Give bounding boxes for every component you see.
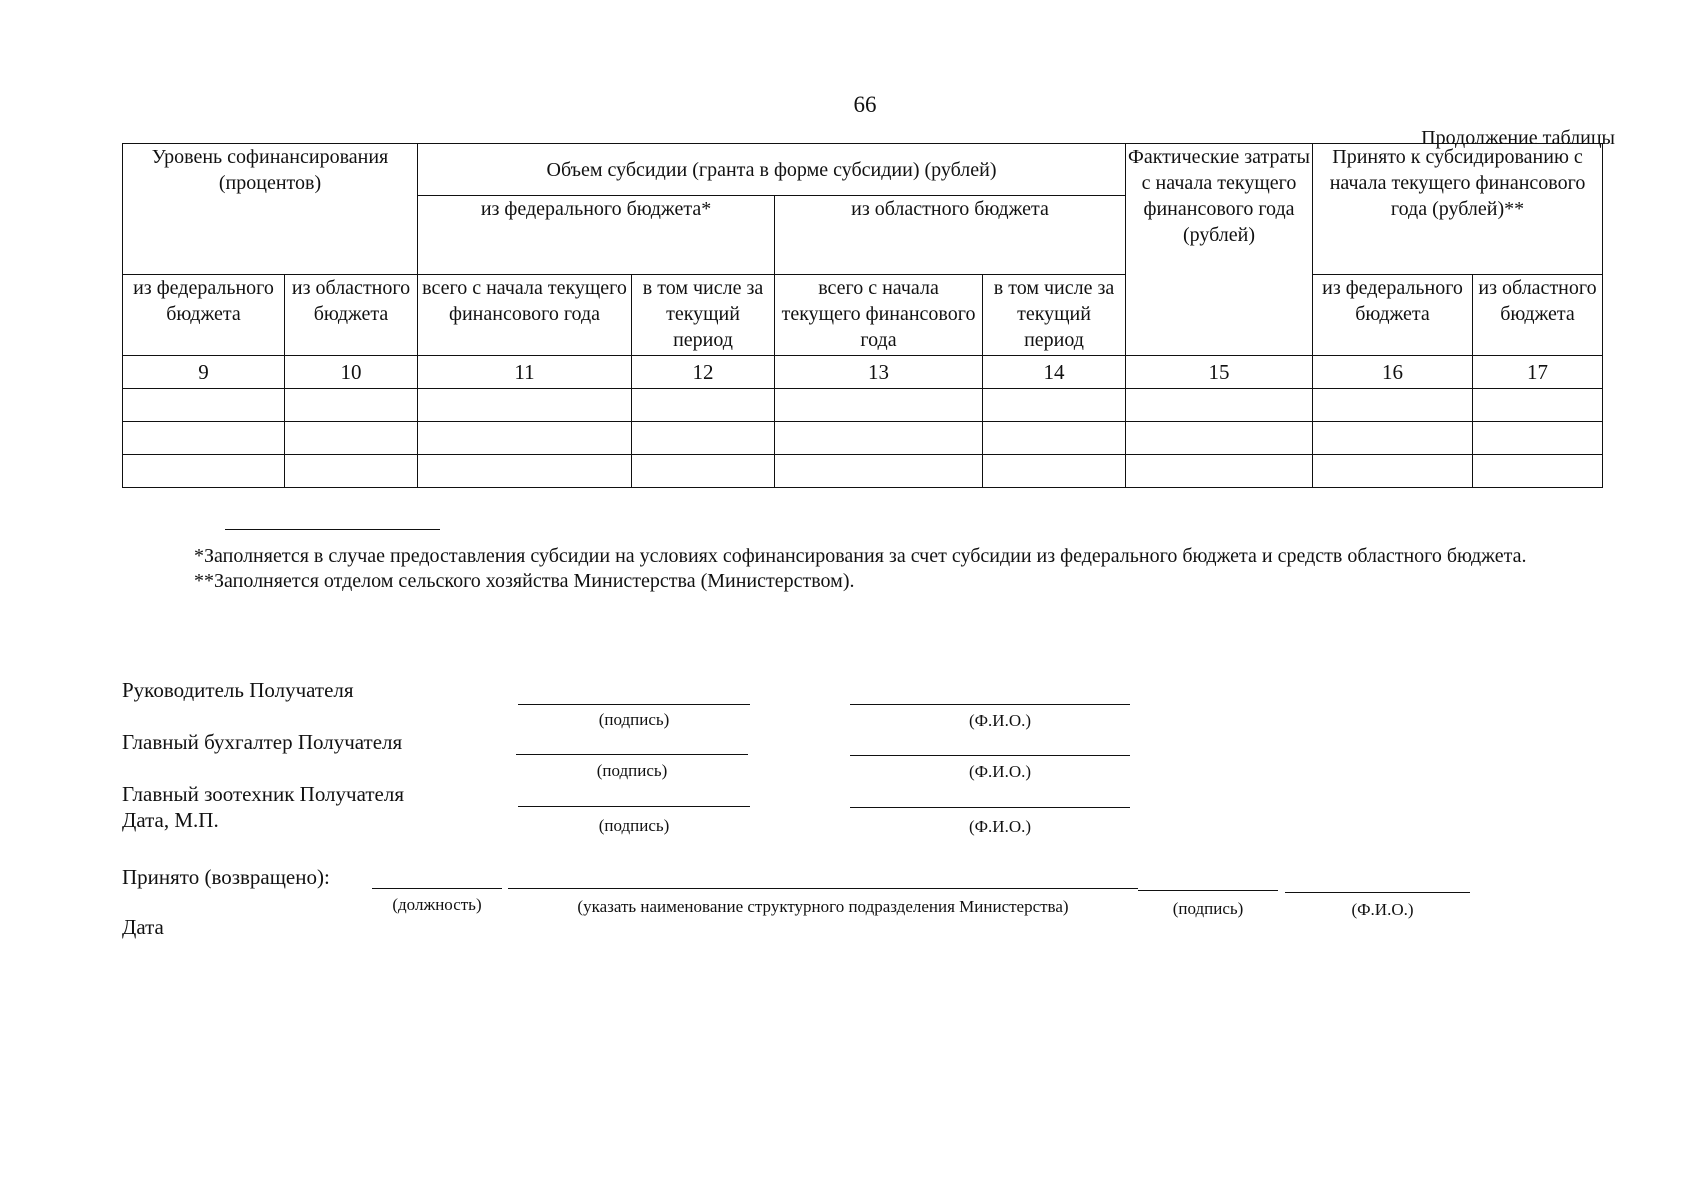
- subsidy-table: [122, 143, 1603, 488]
- table-cell[interactable]: [1473, 422, 1603, 455]
- column-number-row: [123, 356, 1603, 389]
- column-number: 15: [1126, 356, 1313, 389]
- column-number: 14: [983, 356, 1126, 389]
- table-cell[interactable]: [983, 422, 1126, 455]
- column-number: 13: [775, 356, 983, 389]
- table-cell[interactable]: [1473, 389, 1603, 422]
- table-cell[interactable]: [123, 422, 285, 455]
- table-cell[interactable]: [418, 389, 632, 422]
- table-cell[interactable]: [983, 455, 1126, 488]
- acceptance-name-caption: (Ф.И.О.): [1351, 900, 1414, 919]
- header-accepted-regional: из областного бюджета: [1473, 275, 1603, 356]
- header-federal-period: в том числе за текущий период: [632, 275, 775, 356]
- header-accepted-federal: из федерального бюджета: [1313, 275, 1473, 356]
- table-cell[interactable]: [1313, 455, 1473, 488]
- header-regional-total: всего с начала текущего финансового года: [775, 275, 983, 356]
- acceptance-label: Принято (возвращено):: [122, 865, 330, 889]
- position-caption: (должность): [392, 895, 482, 914]
- column-number: 9: [123, 356, 285, 389]
- table-cell[interactable]: [285, 389, 418, 422]
- table-row: [123, 422, 1603, 455]
- name-caption: (Ф.И.О.): [968, 711, 1032, 730]
- zootechnician-name-line[interactable]: [850, 807, 1130, 808]
- table-cell[interactable]: [285, 455, 418, 488]
- name-caption: (Ф.И.О.): [968, 817, 1032, 836]
- date-label: Дата: [122, 915, 164, 939]
- table-cell[interactable]: [632, 455, 775, 488]
- column-number: 12: [632, 356, 775, 389]
- table-continuation-label: Продолжение таблицы: [1421, 127, 1615, 149]
- table-cell[interactable]: [983, 389, 1126, 422]
- table-cell[interactable]: [1126, 455, 1313, 488]
- footnote-separator: [225, 529, 440, 530]
- table-cell[interactable]: [1313, 422, 1473, 455]
- table-row: [123, 455, 1603, 488]
- date-seal-label: Дата, М.П.: [122, 808, 219, 832]
- table-cell[interactable]: [1126, 389, 1313, 422]
- header-accepted: Принято к субсидированию с начала текущего финансового года (рублей)**: [1313, 144, 1603, 275]
- page-number: 66: [853, 92, 877, 117]
- table-row: [123, 389, 1603, 422]
- column-number: 11: [418, 356, 632, 389]
- acceptance-name-line[interactable]: [1285, 892, 1470, 893]
- position-line[interactable]: [372, 888, 502, 889]
- footnotes: [122, 544, 1612, 594]
- table-cell[interactable]: [632, 422, 775, 455]
- acceptance-signature-caption: (подпись): [1172, 899, 1244, 918]
- table-cell[interactable]: [1126, 422, 1313, 455]
- department-line[interactable]: [508, 888, 1138, 889]
- footnote-ministry: **Заполняется отделом сельского хозяйства Министерства (Министерством).: [194, 570, 855, 592]
- signature-caption: (подпись): [598, 816, 670, 835]
- zootechnician-signature-line[interactable]: [518, 806, 750, 807]
- header-cofinancing-regional: из областного бюджета: [285, 275, 418, 356]
- table-cell[interactable]: [418, 422, 632, 455]
- column-number: 10: [285, 356, 418, 389]
- department-caption: (указать наименование структурного подразделения Министерства): [577, 897, 1069, 916]
- signature-caption: (подпись): [598, 710, 670, 729]
- zootechnician-label: Главный зоотехник Получателя: [122, 782, 405, 806]
- header-subsidy-regional: из областного бюджета: [775, 196, 1126, 275]
- table-cell[interactable]: [1313, 389, 1473, 422]
- acceptance-signature-line[interactable]: [1138, 890, 1278, 891]
- head-name-line[interactable]: [850, 704, 1130, 705]
- footnote-federal: *Заполняется в случае предоставления субсидии на условиях софинансирования за счет субсидии из федерального бюджета и средств областного бюджета.: [194, 545, 1527, 567]
- header-subsidy-volume: Объем субсидии (гранта в форме субсидии) (рублей): [418, 144, 1126, 196]
- table-cell[interactable]: [123, 389, 285, 422]
- header-subsidy-federal: из федерального бюджета*: [418, 196, 775, 275]
- table-cell[interactable]: [418, 455, 632, 488]
- table-cell[interactable]: [632, 389, 775, 422]
- name-caption: (Ф.И.О.): [968, 762, 1032, 781]
- column-number: 16: [1313, 356, 1473, 389]
- signature-caption: (подпись): [596, 761, 668, 780]
- head-signature-line[interactable]: [518, 704, 750, 705]
- table-cell[interactable]: [1473, 455, 1603, 488]
- header-cofinancing: Уровень софинансирования (процентов): [123, 144, 418, 275]
- header-regional-period: в том числе за текущий период: [983, 275, 1126, 356]
- table-cell[interactable]: [775, 422, 983, 455]
- accountant-name-line[interactable]: [850, 755, 1130, 756]
- head-label: Руководитель Получателя: [122, 678, 354, 702]
- header-actual-costs: Фактические затраты с начала текущего финансового года (рублей): [1126, 144, 1313, 356]
- column-number: 17: [1473, 356, 1603, 389]
- table-cell[interactable]: [775, 389, 983, 422]
- header-federal-total: всего с начала текущего финансового года: [418, 275, 632, 356]
- table-cell[interactable]: [285, 422, 418, 455]
- header-cofinancing-federal: из федерального бюджета: [123, 275, 285, 356]
- accountant-signature-line[interactable]: [516, 754, 748, 755]
- accountant-label: Главный бухгалтер Получателя: [122, 730, 403, 754]
- table-cell[interactable]: [775, 455, 983, 488]
- table-cell[interactable]: [123, 455, 285, 488]
